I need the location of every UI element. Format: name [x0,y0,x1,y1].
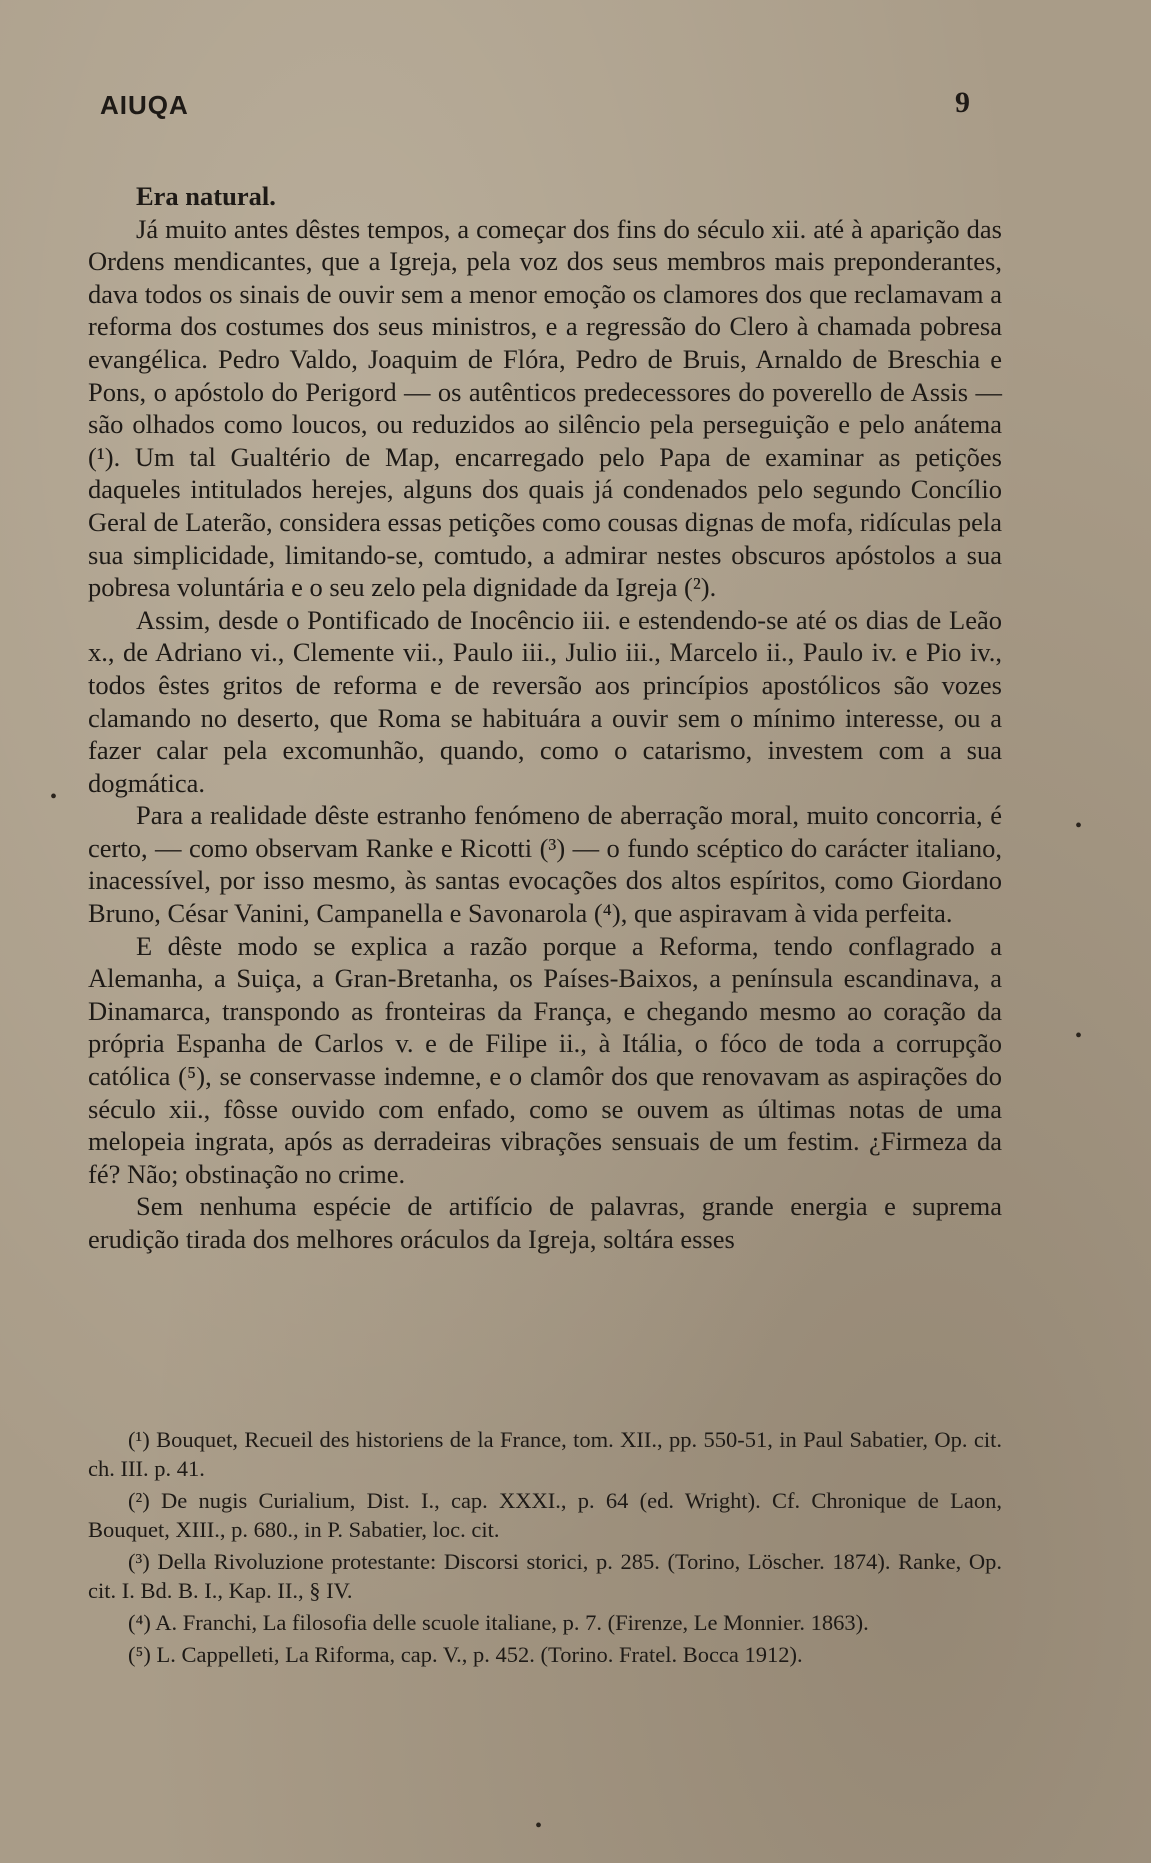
footnote: (¹) Bouquet, Recueil des historiens de la France, tom. XII., pp. 550-51, in Paul Sabatier, Op. cit. ch. III. p. 41. [88,1427,1002,1481]
scan-speck-icon: • [50,786,58,808]
footnote: (⁴) A. Franchi, La filosofia delle scuole italiane, p. 7. (Firenze, Le Monnier. 1863). [128,1610,869,1635]
footnote: (²) De nugis Curialium, Dist. I., cap. XXXI., p. 64 (ed. Wright). Cf. Chronique de Laon, Bouquet, XIII., p. 680., in P. Sabatier, loc. cit. [88,1488,1002,1542]
paragraph: Assim, desde o Pontificado de Inocêncio iii. e estendendo-se até os dias de Leão x., de Adriano vi., Clemente vii., Paulo iii., Julio iii., Marcelo ii., Paulo iv. e Pio iv., todos êstes gritos de reforma e de reversão aos princípios apostólicos são vozes clamando no deserto, que Roma se habituára a ouvir sem o mínimo interesse, ou a fazer calar pela excomunhão, quando, como o catarismo, investem com a sua dogmática. [88,604,1002,798]
page-number: 9 [955,86,970,119]
paragraph: E dêste modo se explica a razão porque a Reforma, tendo conflagrado a Alemanha, a Suiça, a Gran-Bretanha, os Países-Baixos, a península escandinava, a Dinamarca, transpondo as fronteiras da França, e chegando mesmo ao coração da própria Espanha de Carlos v. e de Filipe ii., à Itália, o fóco de toda a corrupção católica (⁵), se conservasse indemne, e o clamôr dos que renovavam as aspirações do século xii., fôsse ouvido com enfado, como se ouvem as últimas notas de uma melopeia ingrata, após as derradeiras vibrações sensuais de um festim. ¿Firmeza da fé? Não; obstinação no crime. [88,930,1002,1189]
footnotes [88,1425,1002,1672]
main-text [88,180,1002,1256]
footnote: (⁵) L. Cappelleti, La Riforma, cap. V., p. 452. (Torino. Fratel. Bocca 1912). [128,1642,803,1667]
scan-speck-icon: • [535,1815,543,1837]
running-title: AIUQA [100,90,189,120]
paragraph: Já muito antes dêstes tempos, a começar dos fins do século xii. até à aparição das Ordens mendicantes, que a Igreja, pela voz dos seus membros mais preponderantes, dava todos os sinais de ouvir sem a menor emoção os clamores dos que reclamavam a reforma dos costumes dos seus ministros, e a regressão do Clero à chamada pobresa evangélica. Pedro Valdo, Joaquim de Flóra, Pedro de Bruis, Arnaldo de Breschia e Pons, o apóstolo do Perigord — os autênticos predecessores do poverello de Assis — são olhados como loucos, ou reduzidos ao silêncio pela perseguição e pelo anátema (¹). Um tal Gualtério de Map, encarregado pelo Papa de examinar as petições daqueles intitulados herejes, alguns dos quais já condenados pelo segundo Concílio Geral de Laterão, considera essas petições como cousas dignas de mofa, ridículas pela sua simplicidade, limitando-se, comtudo, a admirar nestes obscuros apóstolos a sua pobresa voluntária e o seu zelo pela dignidade da Igreja (²). [88,213,1002,603]
paragraph: Para a realidade dêste estranho fenómeno de aberração moral, muito concorria, é certo, — como observam Ranke e Ricotti (³) — o fundo scéptico do carácter italiano, inacessível, por isso mesmo, às santas evocações dos altos espíritos, como Giordano Bruno, César Vanini, Campanella e Savonarola (⁴), que aspiravam à vida perfeita. [88,800,1002,929]
scan-speck-icon: • [1075,1025,1083,1047]
paragraph: Sem nenhuma espécie de artifício de palavras, grande energia e suprema erudição tirada dos melhores oráculos da Igreja, soltára esses [88,1191,1002,1254]
paragraph: Era natural. [136,181,276,211]
scan-speck-icon: • [1075,815,1083,837]
footnote: (³) Della Rivoluzione protestante: Discorsi storici, p. 285. (Torino, Löscher. 1874). Ranke, Op. cit. I. Bd. B. I., Kap. II., § IV. [88,1549,1002,1603]
